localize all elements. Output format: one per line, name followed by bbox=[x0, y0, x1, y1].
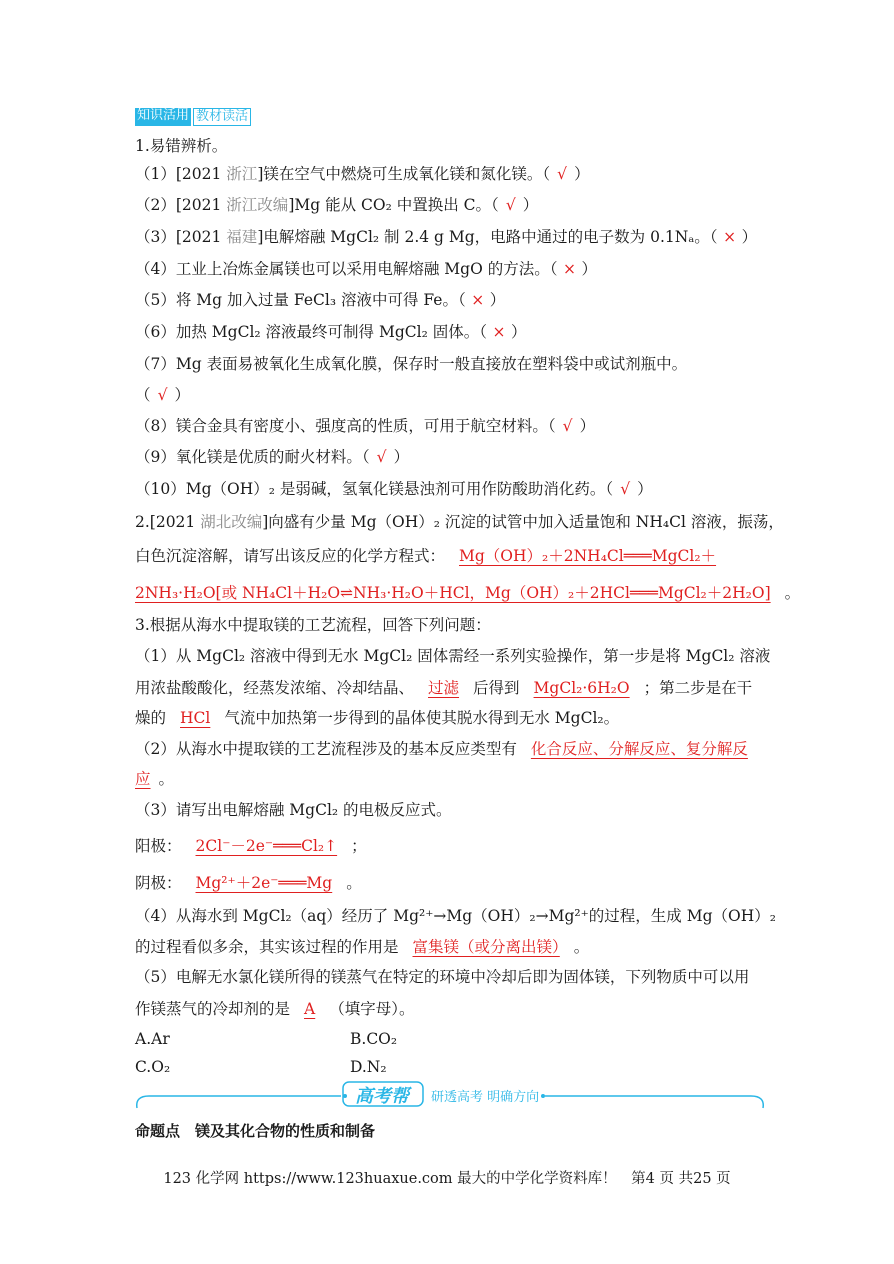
q1-item-text: （10）Mg（OH）₂ 是弱碱，氢氧化镁悬浊剂可用作防酸助消化药。（ bbox=[135, 480, 614, 498]
q1-item bbox=[135, 446, 409, 468]
page-footer: 123 化学网 https://www.123huaxue.com 最大的中学化学资料库！ 第4 页 共25 页 bbox=[163, 1171, 731, 1187]
q3-p1-line2 bbox=[135, 677, 752, 699]
q1-item-text: （ bbox=[135, 386, 151, 404]
q1-title: 1.易错辨析。 bbox=[135, 137, 228, 155]
q1-item-text: （4）工业上冶炼金属镁也可以采用电解熔融 MgO 的方法。（ bbox=[135, 260, 558, 278]
q2-prefix: 2.[2021 bbox=[135, 513, 201, 531]
q3-p2-text: （2）从海水中提取镁的工艺流程涉及的基本反应类型有 bbox=[135, 740, 517, 758]
q1-item-source: 浙江改编 bbox=[226, 196, 289, 214]
q1-item-text: （6）加热 MgCl₂ 溶液最终可制得 MgCl₂ 固体。（ bbox=[135, 323, 487, 341]
q1-item bbox=[135, 415, 595, 437]
q1-item-text: （8）镁合金具有密度小、强度高的性质，可用于航空材料。（ bbox=[135, 417, 556, 435]
q3-p1-line1: （1）从 MgCl₂ 溶液中得到无水 MgCl₂ 固体需经一系列实验操作，第一步是将 MgCl₂ 溶液 bbox=[135, 647, 771, 665]
q2-answer-part1: Mg（OH）₂＋2NH₄Cl═══MgCl₂＋ bbox=[459, 547, 717, 565]
q1-item-text: （5）将 Mg 加入过量 FeCl₃ 溶液中可得 Fe。（ bbox=[135, 291, 466, 309]
q1-item-close: ） bbox=[574, 165, 590, 183]
section-tags bbox=[135, 108, 251, 126]
q2-text: ]向盛有少量 Mg（OH）₂ 沉淀的试管中加入适量饱和 NH₄Cl 溶液，振荡， bbox=[262, 513, 784, 531]
q3-p1-text-e: 气流中加热第一步得到的晶体使其脱水得到无水 MgCl₂。 bbox=[224, 709, 620, 727]
q1-item-mark: √ bbox=[620, 480, 631, 498]
q2-answer-part2: 2NH₃·H₂O[或 NH₄Cl＋H₂O⇌NH₃·H₂O＋HCl，Mg（OH）₂＋2HCl═══MgCl₂＋2H₂O] bbox=[135, 584, 771, 602]
section-heading: 命题点 镁及其化合物的性质和制备 bbox=[135, 1122, 376, 1140]
q1-item-mark: × bbox=[723, 228, 737, 246]
q3-anode-line bbox=[135, 835, 367, 857]
q1-item-mark: √ bbox=[557, 165, 568, 183]
q3-cathode-line bbox=[135, 872, 362, 894]
q1-item-mark: √ bbox=[562, 417, 573, 435]
q3-p3: （3）请写出电解熔融 MgCl₂ 的电极反应式。 bbox=[135, 801, 452, 819]
q3-answer-reaction-types-cont: 应 bbox=[135, 770, 151, 788]
q1-item bbox=[135, 353, 687, 375]
q1-item-close: ） bbox=[581, 260, 597, 278]
q1-item-close: ） bbox=[522, 196, 539, 214]
option-d: D.N₂ bbox=[350, 1058, 387, 1076]
q3-answer-hcl: HCl bbox=[180, 709, 211, 727]
q1-item-mark: √ bbox=[505, 196, 516, 214]
q3-p1-text-b: 后得到 bbox=[473, 679, 520, 697]
anode-label: 阳极： bbox=[135, 837, 182, 855]
q3-p2-period: 。 bbox=[158, 770, 175, 788]
gaokao-banner bbox=[135, 1078, 765, 1114]
q1-item bbox=[135, 194, 538, 216]
q3-p5-line2 bbox=[135, 998, 414, 1020]
option-a: A.Ar bbox=[135, 1030, 170, 1048]
q1-item bbox=[135, 163, 590, 185]
q1-item-text: ]电解熔融 MgCl₂ 制 2.4 g Mg，电路中通过的电子数为 0.1Nₐ。（ bbox=[257, 228, 718, 246]
q3-p5-end: （填字母）。 bbox=[329, 1000, 415, 1018]
q3-p2-line2 bbox=[135, 768, 174, 790]
q3-p5-line1: （5）电解无水氯化镁所得的镁蒸气在特定的环境中冷却后即为固体镁，下列物质中可以用 bbox=[135, 968, 750, 986]
anode-end: ； bbox=[351, 837, 367, 855]
q1-item-mark: × bbox=[471, 291, 485, 309]
q1-item-mark: √ bbox=[376, 448, 387, 466]
q1-item-close: ） bbox=[393, 448, 410, 466]
q1-item-mark: × bbox=[562, 260, 576, 278]
q1-item-close: ） bbox=[174, 386, 191, 404]
q3-p1-text-d: 燥的 bbox=[135, 709, 167, 727]
q2-line1 bbox=[135, 511, 784, 533]
q1-item-close: ） bbox=[489, 291, 506, 309]
q1-item-text: ]Mg 能从 CO₂ 中置换出 C。（ bbox=[288, 196, 499, 214]
banner-title: 高考帮 bbox=[355, 1086, 409, 1107]
q2-period: 。 bbox=[784, 584, 801, 602]
q1-item-text: （9）氧化镁是优质的耐火材料。（ bbox=[135, 448, 370, 466]
cathode-end: 。 bbox=[346, 874, 362, 892]
cathode-label: 阴极： bbox=[135, 874, 182, 892]
q1-item bbox=[135, 258, 597, 280]
cathode-answer: Mg²⁺＋2e⁻═══Mg bbox=[195, 874, 333, 892]
q1-item-close: ） bbox=[579, 417, 596, 435]
q3-p5-text: 作镁蒸气的冷却剂的是 bbox=[135, 1000, 291, 1018]
q2-line3 bbox=[135, 582, 800, 604]
q3-answer-enrich: 富集镁（或分离出镁） bbox=[412, 938, 560, 956]
q3-p4-period: 。 bbox=[573, 938, 590, 956]
option-c: C.O₂ bbox=[135, 1058, 171, 1076]
q1-item-source: 福建 bbox=[226, 228, 258, 246]
q3-p4-text: 的过程看似多余，其实该过程的作用是 bbox=[135, 938, 399, 956]
q3-answer-reaction-types: 化合反应、分解反应、复分解反 bbox=[530, 740, 748, 758]
q2-prompt: 白色沉淀溶解，请写出该反应的化学方程式： bbox=[135, 547, 446, 565]
banner-subtitle: 研透高考 明确方向 bbox=[431, 1090, 540, 1105]
q3-answer-hydrate: MgCl₂·6H₂O bbox=[533, 679, 630, 697]
q3-answer-filter: 过滤 bbox=[428, 679, 460, 697]
q2-source: 湖北改编 bbox=[200, 513, 263, 531]
q3-answer-coolant: A bbox=[304, 1000, 316, 1018]
q3-p1-text-c: ；第二步是在干 bbox=[643, 679, 753, 697]
q3-p1-line3 bbox=[135, 707, 619, 729]
q3-p2-line1 bbox=[135, 738, 762, 760]
q3-title: 3.根据从海水中提取镁的工艺流程，回答下列问题： bbox=[135, 616, 491, 634]
q1-item-prefix: （3）[2021 bbox=[135, 228, 227, 246]
anode-answer: 2Cl⁻－2e⁻═══Cl₂↑ bbox=[195, 837, 338, 855]
q1-item bbox=[135, 289, 505, 311]
tag-knowledge: 知识活用 bbox=[135, 108, 191, 126]
q3-p4-line1: （4）从海水到 MgCl₂（aq）经历了 Mg²⁺→Mg（OH）₂→Mg²⁺的过程，生成 Mg（OH）₂ bbox=[135, 907, 776, 925]
q1-item bbox=[135, 478, 653, 500]
q1-item bbox=[135, 321, 526, 343]
option-b: B.CO₂ bbox=[350, 1030, 398, 1048]
q1-item-close: ） bbox=[510, 323, 527, 341]
q1-item-mark: √ bbox=[157, 386, 168, 404]
q1-item-source: 浙江 bbox=[226, 165, 258, 183]
q1-item bbox=[135, 226, 757, 248]
q3-p1-text-a: 用浓盐酸酸化，经蒸发浓缩、冷却结晶、 bbox=[135, 679, 415, 697]
q1-item-text: ]镁在空气中燃烧可生成氧化镁和氮化镁。（ bbox=[257, 165, 551, 183]
q1-item-mark: × bbox=[492, 323, 506, 341]
q1-item-close: ） bbox=[741, 228, 758, 246]
tag-textbook: 教材读活 bbox=[193, 108, 251, 126]
q1-item-text: （7）Mg 表面易被氧化生成氧化膜，保存时一般直接放在塑料袋中或试剂瓶中。 bbox=[135, 355, 688, 373]
q1-item bbox=[135, 384, 190, 406]
q1-item-prefix: （1）[2021 bbox=[135, 165, 227, 183]
q2-line2 bbox=[135, 545, 730, 567]
q1-item-prefix: （2）[2021 bbox=[135, 196, 227, 214]
q3-p4-line2 bbox=[135, 936, 589, 958]
q1-item-close: ） bbox=[637, 480, 653, 498]
